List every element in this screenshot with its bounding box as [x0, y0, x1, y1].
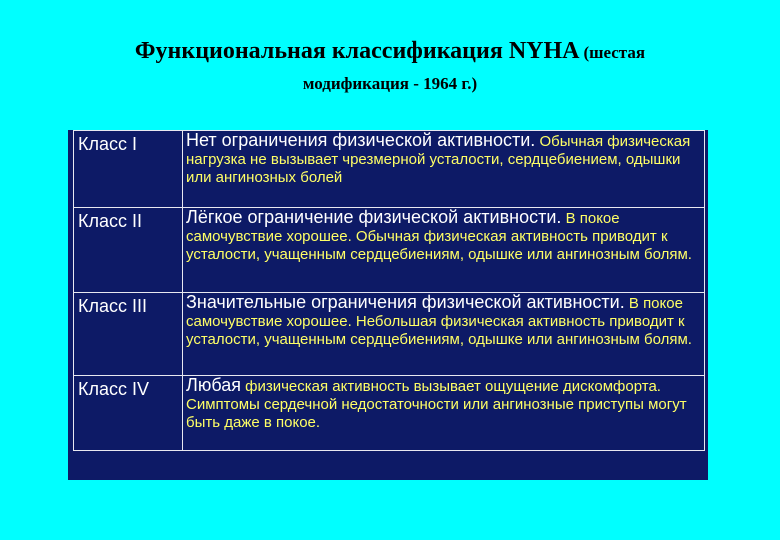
description-detail: В покое самочувствие хорошее. Небольшая физическая активность приводит к усталости, учащенным сердцебиениям, одышке или ангинозным болям. — [186, 295, 692, 348]
class-description — [183, 131, 705, 208]
title-line2: модификация - 1964 г.) — [302, 74, 478, 93]
class-label: Класс II — [74, 208, 183, 293]
table-row — [74, 131, 705, 208]
class-label: Класс IV — [74, 376, 183, 451]
table-row — [74, 376, 705, 451]
description-head: Значительные ограничения физической активности. — [186, 292, 625, 312]
class-description — [183, 376, 705, 451]
classification-table — [73, 130, 705, 451]
description-detail: физическая активность вызывает ощущение дискомфорта. Симптомы сердечной недостаточности или ангинозные приступы могут быть даже в покое. — [186, 378, 687, 431]
slide-title — [0, 36, 780, 99]
description-head: Лёгкое ограничение физической активности. — [186, 207, 562, 227]
description-head: Любая — [186, 375, 241, 395]
classification-panel — [68, 130, 708, 480]
title-main: Функциональная классификация NYHA — [134, 38, 580, 64]
table-row — [74, 208, 705, 293]
description-detail: Обычная физическая нагрузка не вызывает чрезмерной усталости, сердцебиением, одышки или ангинозных болей — [186, 133, 691, 186]
class-label: Класс III — [74, 293, 183, 376]
class-label: Класс I — [74, 131, 183, 208]
title-paren: (шестая — [583, 43, 646, 62]
description-detail: В покое самочувствие хорошее. Обычная физическая активность приводит к усталости, учащенным сердцебиениям, одышке или ангинозным болям. — [186, 210, 692, 263]
table-row — [74, 293, 705, 376]
class-description — [183, 208, 705, 293]
description-head: Нет ограничения физической активности. — [186, 130, 536, 150]
class-description — [183, 293, 705, 376]
